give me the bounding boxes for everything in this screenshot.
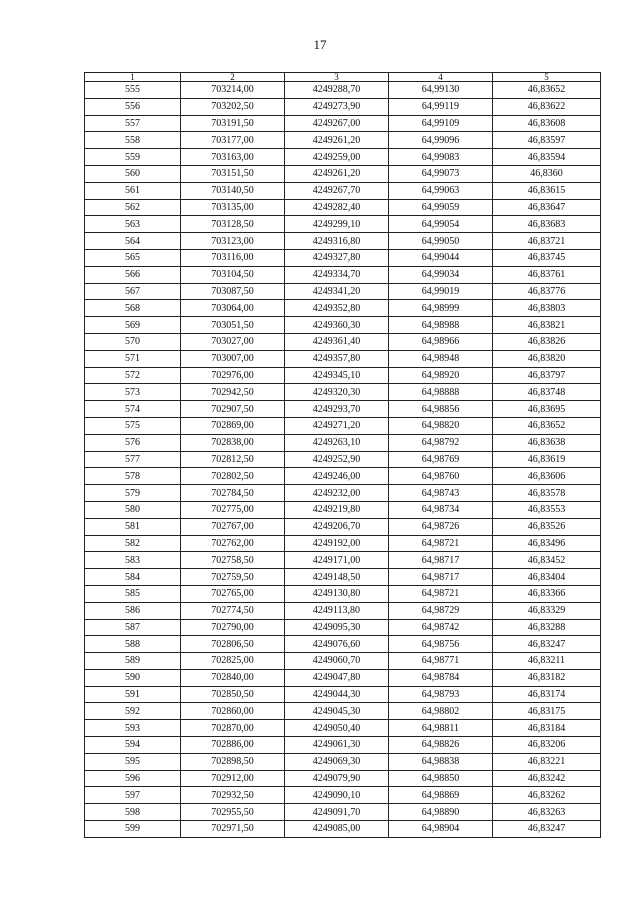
y-coordinate-cell: 4249246,00: [285, 468, 389, 485]
x-coordinate-cell: 702774,50: [181, 602, 285, 619]
x-coordinate-cell: 703051,50: [181, 317, 285, 334]
y-coordinate-cell: 4249091,70: [285, 804, 389, 821]
x-coordinate-cell: 703116,00: [181, 249, 285, 266]
table-row: [85, 753, 601, 770]
point-number-cell: 573: [85, 384, 181, 401]
latitude-cell: 46,83175: [493, 703, 601, 720]
point-number-cell: 570: [85, 333, 181, 350]
y-coordinate-cell: 4249095,30: [285, 619, 389, 636]
point-number-cell: 576: [85, 434, 181, 451]
x-coordinate-cell: 702762,00: [181, 535, 285, 552]
point-number-cell: 557: [85, 115, 181, 132]
point-number-cell: 589: [85, 653, 181, 670]
y-coordinate-cell: 4249232,00: [285, 485, 389, 502]
x-coordinate-cell: 703163,00: [181, 149, 285, 166]
x-coordinate-cell: 703151,50: [181, 165, 285, 182]
point-number-cell: 596: [85, 770, 181, 787]
table-row: [85, 401, 601, 418]
longitude-cell: 64,98742: [389, 619, 493, 636]
x-coordinate-cell: 703214,00: [181, 82, 285, 99]
table-row: [85, 501, 601, 518]
x-coordinate-cell: 703177,00: [181, 132, 285, 149]
latitude-cell: 46,83776: [493, 283, 601, 300]
column-header-2: 2: [181, 73, 285, 82]
longitude-cell: 64,99096: [389, 132, 493, 149]
table-row: [85, 686, 601, 703]
latitude-cell: 46,83526: [493, 518, 601, 535]
latitude-cell: 46,83366: [493, 585, 601, 602]
point-number-cell: 564: [85, 233, 181, 250]
x-coordinate-cell: 703128,50: [181, 216, 285, 233]
point-number-cell: 583: [85, 552, 181, 569]
latitude-cell: 46,83221: [493, 753, 601, 770]
x-coordinate-cell: 702806,50: [181, 636, 285, 653]
y-coordinate-cell: 4249171,00: [285, 552, 389, 569]
table-row: [85, 333, 601, 350]
longitude-cell: 64,99063: [389, 182, 493, 199]
x-coordinate-cell: 702942,50: [181, 384, 285, 401]
table-row: [85, 350, 601, 367]
x-coordinate-cell: 702767,00: [181, 518, 285, 535]
y-coordinate-cell: 4249299,10: [285, 216, 389, 233]
longitude-cell: 64,99019: [389, 283, 493, 300]
y-coordinate-cell: 4249047,80: [285, 669, 389, 686]
longitude-cell: 64,98743: [389, 485, 493, 502]
table-row: [85, 132, 601, 149]
point-number-cell: 580: [85, 501, 181, 518]
point-number-cell: 561: [85, 182, 181, 199]
point-number-cell: 574: [85, 401, 181, 418]
x-coordinate-cell: 702775,00: [181, 501, 285, 518]
longitude-cell: 64,98784: [389, 669, 493, 686]
x-coordinate-cell: 702869,00: [181, 417, 285, 434]
point-number-cell: 572: [85, 367, 181, 384]
latitude-cell: 46,83803: [493, 300, 601, 317]
longitude-cell: 64,98802: [389, 703, 493, 720]
latitude-cell: 46,83622: [493, 98, 601, 115]
longitude-cell: 64,98826: [389, 737, 493, 754]
table-row: [85, 485, 601, 502]
table-row: [85, 233, 601, 250]
latitude-cell: 46,83695: [493, 401, 601, 418]
latitude-cell: 46,83184: [493, 720, 601, 737]
latitude-cell: 46,83748: [493, 384, 601, 401]
longitude-cell: 64,98792: [389, 434, 493, 451]
y-coordinate-cell: 4249045,30: [285, 703, 389, 720]
y-coordinate-cell: 4249069,30: [285, 753, 389, 770]
point-number-cell: 591: [85, 686, 181, 703]
y-coordinate-cell: 4249352,80: [285, 300, 389, 317]
longitude-cell: 64,98999: [389, 300, 493, 317]
y-coordinate-cell: 4249263,10: [285, 434, 389, 451]
y-coordinate-cell: 4249085,00: [285, 821, 389, 838]
column-header-5: 5: [493, 73, 601, 82]
x-coordinate-cell: 703027,00: [181, 333, 285, 350]
point-number-cell: 562: [85, 199, 181, 216]
longitude-cell: 64,98756: [389, 636, 493, 653]
point-number-cell: 586: [85, 602, 181, 619]
latitude-cell: 46,83174: [493, 686, 601, 703]
y-coordinate-cell: 4249361,40: [285, 333, 389, 350]
y-coordinate-cell: 4249360,30: [285, 317, 389, 334]
table-row: [85, 266, 601, 283]
longitude-cell: 64,98811: [389, 720, 493, 737]
longitude-cell: 64,98726: [389, 518, 493, 535]
x-coordinate-cell: 702907,50: [181, 401, 285, 418]
column-header-4: 4: [389, 73, 493, 82]
point-number-cell: 599: [85, 821, 181, 838]
longitude-cell: 64,99073: [389, 165, 493, 182]
latitude-cell: 46,83206: [493, 737, 601, 754]
table-row: [85, 669, 601, 686]
point-number-cell: 559: [85, 149, 181, 166]
x-coordinate-cell: 703202,50: [181, 98, 285, 115]
x-coordinate-cell: 703007,00: [181, 350, 285, 367]
table-body: [85, 82, 601, 838]
latitude-cell: 46,83820: [493, 350, 601, 367]
latitude-cell: 46,83263: [493, 804, 601, 821]
x-coordinate-cell: 703104,50: [181, 266, 285, 283]
point-number-cell: 594: [85, 737, 181, 754]
table-row: [85, 367, 601, 384]
x-coordinate-cell: 702765,00: [181, 585, 285, 602]
longitude-cell: 64,98820: [389, 417, 493, 434]
x-coordinate-cell: 703135,00: [181, 199, 285, 216]
x-coordinate-cell: 702860,00: [181, 703, 285, 720]
latitude-cell: 46,83797: [493, 367, 601, 384]
header-row: [85, 73, 601, 82]
table-header: [85, 73, 601, 82]
y-coordinate-cell: 4249261,20: [285, 132, 389, 149]
latitude-cell: 46,83182: [493, 669, 601, 686]
point-number-cell: 595: [85, 753, 181, 770]
table-row: [85, 552, 601, 569]
y-coordinate-cell: 4249219,80: [285, 501, 389, 518]
page-number: 17: [313, 37, 327, 52]
point-number-cell: 556: [85, 98, 181, 115]
table-row: [85, 434, 601, 451]
table-row: [85, 585, 601, 602]
y-coordinate-cell: 4249060,70: [285, 653, 389, 670]
table-row: [85, 569, 601, 586]
latitude-cell: 46,83553: [493, 501, 601, 518]
longitude-cell: 64,98988: [389, 317, 493, 334]
point-number-cell: 581: [85, 518, 181, 535]
latitude-cell: 46,83262: [493, 787, 601, 804]
x-coordinate-cell: 702971,50: [181, 821, 285, 838]
latitude-cell: 46,83652: [493, 417, 601, 434]
point-number-cell: 567: [85, 283, 181, 300]
point-number-cell: 578: [85, 468, 181, 485]
latitude-cell: 46,83288: [493, 619, 601, 636]
table-row: [85, 165, 601, 182]
latitude-cell: 46,83578: [493, 485, 601, 502]
table-row: [85, 182, 601, 199]
point-number-cell: 568: [85, 300, 181, 317]
table-row: [85, 199, 601, 216]
table-row: [85, 115, 601, 132]
point-number-cell: 558: [85, 132, 181, 149]
x-coordinate-cell: 702912,00: [181, 770, 285, 787]
longitude-cell: 64,98856: [389, 401, 493, 418]
x-coordinate-cell: 702850,50: [181, 686, 285, 703]
longitude-cell: 64,98721: [389, 585, 493, 602]
point-number-cell: 598: [85, 804, 181, 821]
point-number-cell: 579: [85, 485, 181, 502]
longitude-cell: 64,99059: [389, 199, 493, 216]
y-coordinate-cell: 4249130,80: [285, 585, 389, 602]
longitude-cell: 64,98888: [389, 384, 493, 401]
y-coordinate-cell: 4249259,00: [285, 149, 389, 166]
longitude-cell: 64,98838: [389, 753, 493, 770]
latitude-cell: 46,83652: [493, 82, 601, 99]
point-number-cell: 590: [85, 669, 181, 686]
longitude-cell: 64,99054: [389, 216, 493, 233]
x-coordinate-cell: 702790,00: [181, 619, 285, 636]
point-number-cell: 588: [85, 636, 181, 653]
point-number-cell: 566: [85, 266, 181, 283]
longitude-cell: 64,99050: [389, 233, 493, 250]
x-coordinate-cell: 703191,50: [181, 115, 285, 132]
latitude-cell: 46,83597: [493, 132, 601, 149]
table-row: [85, 720, 601, 737]
x-coordinate-cell: 703140,50: [181, 182, 285, 199]
point-number-cell: 565: [85, 249, 181, 266]
x-coordinate-cell: 702838,00: [181, 434, 285, 451]
point-number-cell: 571: [85, 350, 181, 367]
x-coordinate-cell: 702898,50: [181, 753, 285, 770]
y-coordinate-cell: 4249267,70: [285, 182, 389, 199]
table-row: [85, 317, 601, 334]
y-coordinate-cell: 4249079,90: [285, 770, 389, 787]
longitude-cell: 64,98734: [389, 501, 493, 518]
longitude-cell: 64,98793: [389, 686, 493, 703]
y-coordinate-cell: 4249293,70: [285, 401, 389, 418]
x-coordinate-cell: 703064,00: [181, 300, 285, 317]
longitude-cell: 64,98850: [389, 770, 493, 787]
x-coordinate-cell: 702932,50: [181, 787, 285, 804]
longitude-cell: 64,98769: [389, 451, 493, 468]
point-number-cell: 587: [85, 619, 181, 636]
longitude-cell: 64,98890: [389, 804, 493, 821]
y-coordinate-cell: 4249090,10: [285, 787, 389, 804]
point-number-cell: 569: [85, 317, 181, 334]
x-coordinate-cell: 703123,00: [181, 233, 285, 250]
point-number-cell: 585: [85, 585, 181, 602]
y-coordinate-cell: 4249327,80: [285, 249, 389, 266]
latitude-cell: 46,83615: [493, 182, 601, 199]
longitude-cell: 64,98729: [389, 602, 493, 619]
point-number-cell: 584: [85, 569, 181, 586]
column-header-1: 1: [85, 73, 181, 82]
latitude-cell: 46,83211: [493, 653, 601, 670]
longitude-cell: 64,98721: [389, 535, 493, 552]
latitude-cell: 46,83821: [493, 317, 601, 334]
latitude-cell: 46,8360: [493, 165, 601, 182]
point-number-cell: 555: [85, 82, 181, 99]
table-row: [85, 619, 601, 636]
y-coordinate-cell: 4249252,90: [285, 451, 389, 468]
point-number-cell: 560: [85, 165, 181, 182]
latitude-cell: 46,83619: [493, 451, 601, 468]
latitude-cell: 46,83452: [493, 552, 601, 569]
table-row: [85, 703, 601, 720]
table-row: [85, 249, 601, 266]
latitude-cell: 46,83247: [493, 821, 601, 838]
y-coordinate-cell: 4249061,30: [285, 737, 389, 754]
y-coordinate-cell: 4249288,70: [285, 82, 389, 99]
y-coordinate-cell: 4249206,70: [285, 518, 389, 535]
x-coordinate-cell: 703087,50: [181, 283, 285, 300]
longitude-cell: 64,98771: [389, 653, 493, 670]
table-row: [85, 787, 601, 804]
table-row: [85, 149, 601, 166]
y-coordinate-cell: 4249345,10: [285, 367, 389, 384]
table-row: [85, 384, 601, 401]
y-coordinate-cell: 4249341,20: [285, 283, 389, 300]
table-row: [85, 216, 601, 233]
column-header-3: 3: [285, 73, 389, 82]
table-row: [85, 451, 601, 468]
y-coordinate-cell: 4249273,90: [285, 98, 389, 115]
point-number-cell: 582: [85, 535, 181, 552]
latitude-cell: 46,83329: [493, 602, 601, 619]
y-coordinate-cell: 4249271,20: [285, 417, 389, 434]
table-row: [85, 417, 601, 434]
table-row: [85, 98, 601, 115]
point-number-cell: 563: [85, 216, 181, 233]
longitude-cell: 64,98717: [389, 569, 493, 586]
latitude-cell: 46,83647: [493, 199, 601, 216]
x-coordinate-cell: 702976,00: [181, 367, 285, 384]
point-number-cell: 577: [85, 451, 181, 468]
latitude-cell: 46,83721: [493, 233, 601, 250]
table-row: [85, 821, 601, 838]
x-coordinate-cell: 702886,00: [181, 737, 285, 754]
longitude-cell: 64,99109: [389, 115, 493, 132]
table-row: [85, 468, 601, 485]
y-coordinate-cell: 4249044,30: [285, 686, 389, 703]
latitude-cell: 46,83745: [493, 249, 601, 266]
table-row: [85, 636, 601, 653]
longitude-cell: 64,98869: [389, 787, 493, 804]
x-coordinate-cell: 702840,00: [181, 669, 285, 686]
longitude-cell: 64,98760: [389, 468, 493, 485]
longitude-cell: 64,98948: [389, 350, 493, 367]
table-row: [85, 300, 601, 317]
latitude-cell: 46,83826: [493, 333, 601, 350]
y-coordinate-cell: 4249148,50: [285, 569, 389, 586]
latitude-cell: 46,83404: [493, 569, 601, 586]
latitude-cell: 46,83761: [493, 266, 601, 283]
point-number-cell: 597: [85, 787, 181, 804]
table-row: [85, 535, 601, 552]
longitude-cell: 64,98920: [389, 367, 493, 384]
coordinates-table: [84, 72, 601, 838]
table-row: [85, 602, 601, 619]
longitude-cell: 64,99130: [389, 82, 493, 99]
point-number-cell: 575: [85, 417, 181, 434]
y-coordinate-cell: 4249192,00: [285, 535, 389, 552]
longitude-cell: 64,99044: [389, 249, 493, 266]
latitude-cell: 46,83606: [493, 468, 601, 485]
x-coordinate-cell: 702802,50: [181, 468, 285, 485]
x-coordinate-cell: 702784,50: [181, 485, 285, 502]
x-coordinate-cell: 702758,50: [181, 552, 285, 569]
table-row: [85, 653, 601, 670]
x-coordinate-cell: 702825,00: [181, 653, 285, 670]
y-coordinate-cell: 4249113,80: [285, 602, 389, 619]
longitude-cell: 64,99119: [389, 98, 493, 115]
y-coordinate-cell: 4249267,00: [285, 115, 389, 132]
y-coordinate-cell: 4249334,70: [285, 266, 389, 283]
latitude-cell: 46,83638: [493, 434, 601, 451]
x-coordinate-cell: 702759,50: [181, 569, 285, 586]
table-row: [85, 770, 601, 787]
latitude-cell: 46,83683: [493, 216, 601, 233]
latitude-cell: 46,83496: [493, 535, 601, 552]
y-coordinate-cell: 4249357,80: [285, 350, 389, 367]
longitude-cell: 64,98717: [389, 552, 493, 569]
y-coordinate-cell: 4249282,40: [285, 199, 389, 216]
longitude-cell: 64,98966: [389, 333, 493, 350]
table-row: [85, 82, 601, 99]
longitude-cell: 64,98904: [389, 821, 493, 838]
table-row: [85, 283, 601, 300]
y-coordinate-cell: 4249050,40: [285, 720, 389, 737]
y-coordinate-cell: 4249320,30: [285, 384, 389, 401]
point-number-cell: 593: [85, 720, 181, 737]
table-row: [85, 518, 601, 535]
latitude-cell: 46,83594: [493, 149, 601, 166]
longitude-cell: 64,99083: [389, 149, 493, 166]
x-coordinate-cell: 702870,00: [181, 720, 285, 737]
x-coordinate-cell: 702812,50: [181, 451, 285, 468]
y-coordinate-cell: 4249316,80: [285, 233, 389, 250]
latitude-cell: 46,83242: [493, 770, 601, 787]
y-coordinate-cell: 4249076,60: [285, 636, 389, 653]
latitude-cell: 46,83608: [493, 115, 601, 132]
point-number-cell: 592: [85, 703, 181, 720]
table-row: [85, 737, 601, 754]
table-row: [85, 804, 601, 821]
longitude-cell: 64,99034: [389, 266, 493, 283]
x-coordinate-cell: 702955,50: [181, 804, 285, 821]
latitude-cell: 46,83247: [493, 636, 601, 653]
y-coordinate-cell: 4249261,20: [285, 165, 389, 182]
